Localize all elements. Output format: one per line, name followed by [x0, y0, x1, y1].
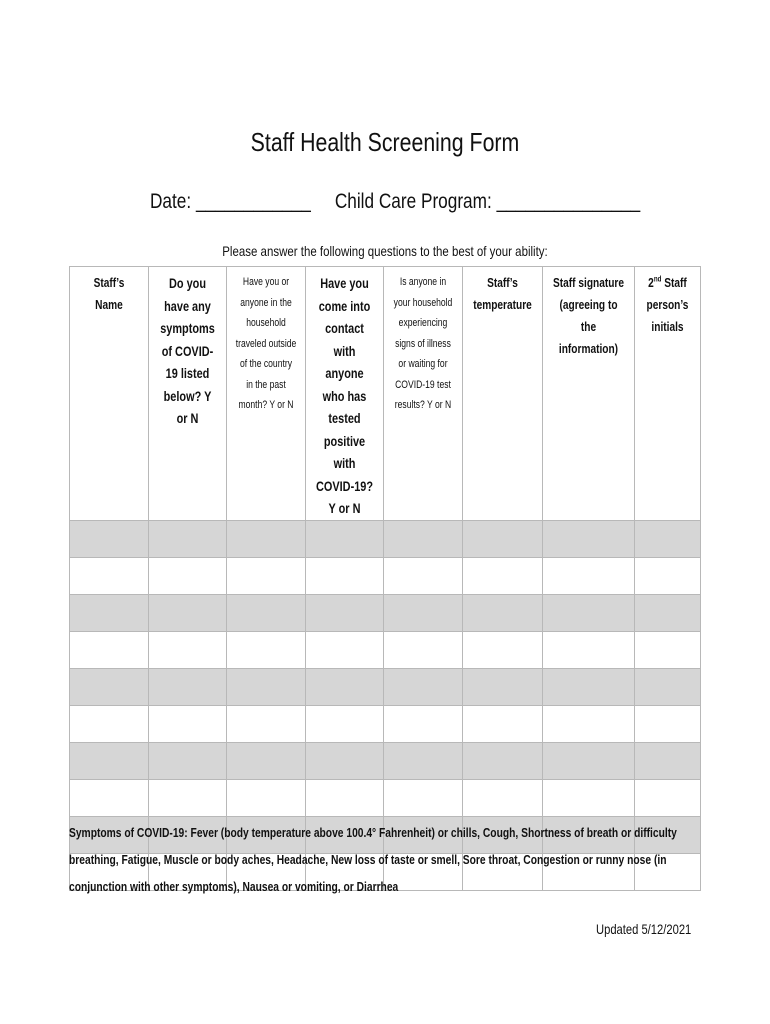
cell-temperature[interactable] [463, 779, 543, 816]
cell-contact[interactable] [306, 594, 384, 631]
updated-date: Updated 5/12/2021 [596, 921, 692, 937]
cell-initials[interactable] [635, 705, 701, 742]
cell-staff-name[interactable] [70, 668, 149, 705]
cell-symptoms[interactable] [149, 520, 227, 557]
cell-symptoms[interactable] [149, 631, 227, 668]
table-row [70, 557, 701, 594]
cell-initials[interactable] [635, 742, 701, 779]
col-header-symptoms: Do you have any symptoms of COVID-19 listed below? Y or N [149, 267, 227, 521]
cell-contact[interactable] [306, 705, 384, 742]
cell-signature[interactable] [543, 594, 635, 631]
col-header-contact: Have you come into contact with anyone who has tested positive with COVID-19? Y or N [306, 267, 384, 521]
cell-household-illness[interactable] [384, 631, 463, 668]
cell-signature[interactable] [543, 557, 635, 594]
program-label: Child Care Program: [334, 190, 492, 213]
cell-initials[interactable] [635, 520, 701, 557]
cell-temperature[interactable] [463, 668, 543, 705]
screening-table [69, 266, 701, 891]
cell-staff-name[interactable] [70, 705, 149, 742]
table-row [70, 594, 701, 631]
col-header-temperature: Staff’s temperature [463, 267, 543, 521]
cell-travel[interactable] [227, 705, 306, 742]
cell-symptoms[interactable] [149, 557, 227, 594]
cell-temperature[interactable] [463, 594, 543, 631]
cell-household-illness[interactable] [384, 779, 463, 816]
date-label: Date: [150, 190, 192, 213]
cell-initials[interactable] [635, 557, 701, 594]
cell-contact[interactable] [306, 520, 384, 557]
cell-contact[interactable] [306, 631, 384, 668]
table-row [70, 668, 701, 705]
table-row [70, 520, 701, 557]
date-field[interactable]: ____________ [195, 190, 311, 213]
cell-contact[interactable] [306, 742, 384, 779]
cell-staff-name[interactable] [70, 594, 149, 631]
table-row [70, 705, 701, 742]
date-program-line [150, 190, 640, 214]
cell-staff-name[interactable] [70, 742, 149, 779]
col-header-name: Staff’s Name [70, 267, 149, 521]
cell-household-illness[interactable] [384, 557, 463, 594]
cell-staff-name[interactable] [70, 557, 149, 594]
cell-contact[interactable] [306, 557, 384, 594]
cell-temperature[interactable] [463, 520, 543, 557]
col-header-signature: Staff signature (agreeing to the information) [543, 267, 635, 521]
symptoms-note: Symptoms of COVID-19: Fever (body temperature above 100.4° Fahrenheit) or chills, Cough, Shortness of breath or difficulty breathing, Fatigue, Muscle or body aches, Headache, New loss of taste or smell, Sore throat, Congestion or runny nose (in conjunction with other symptoms), Nausea or vomiting, or Diarrhea [69, 825, 677, 894]
cell-travel[interactable] [227, 742, 306, 779]
cell-symptoms[interactable] [149, 668, 227, 705]
instructions: Please answer the following questions to the best of your ability: [222, 243, 548, 259]
cell-signature[interactable] [543, 742, 635, 779]
cell-travel[interactable] [227, 631, 306, 668]
cell-symptoms[interactable] [149, 742, 227, 779]
cell-signature[interactable] [543, 520, 635, 557]
cell-household-illness[interactable] [384, 742, 463, 779]
cell-temperature[interactable] [463, 705, 543, 742]
cell-contact[interactable] [306, 779, 384, 816]
col-header-household-illness: Is anyone in your household experiencing signs of illness or waiting for COVID-19 test results? Y or N [384, 267, 463, 521]
cell-travel[interactable] [227, 557, 306, 594]
cell-signature[interactable] [543, 779, 635, 816]
cell-staff-name[interactable] [70, 779, 149, 816]
cell-symptoms[interactable] [149, 705, 227, 742]
cell-travel[interactable] [227, 520, 306, 557]
cell-temperature[interactable] [463, 631, 543, 668]
cell-contact[interactable] [306, 668, 384, 705]
col-header-initials: 2nd Staff person’s initials [635, 267, 701, 521]
cell-temperature[interactable] [463, 557, 543, 594]
table-row [70, 631, 701, 668]
col-header-travel: Have you or anyone in the household traveled outside of the country in the past month? Y or N [227, 267, 306, 521]
cell-travel[interactable] [227, 594, 306, 631]
header-row [70, 267, 701, 521]
cell-household-illness[interactable] [384, 668, 463, 705]
cell-temperature[interactable] [463, 742, 543, 779]
cell-initials[interactable] [635, 631, 701, 668]
cell-symptoms[interactable] [149, 594, 227, 631]
cell-initials[interactable] [635, 779, 701, 816]
cell-signature[interactable] [543, 631, 635, 668]
cell-household-illness[interactable] [384, 520, 463, 557]
cell-travel[interactable] [227, 779, 306, 816]
program-field[interactable]: _______________ [496, 190, 641, 213]
cell-household-illness[interactable] [384, 594, 463, 631]
table-row [70, 779, 701, 816]
cell-initials[interactable] [635, 594, 701, 631]
cell-signature[interactable] [543, 668, 635, 705]
cell-staff-name[interactable] [70, 631, 149, 668]
cell-household-illness[interactable] [384, 705, 463, 742]
cell-staff-name[interactable] [70, 520, 149, 557]
cell-initials[interactable] [635, 668, 701, 705]
cell-signature[interactable] [543, 705, 635, 742]
table-row [70, 742, 701, 779]
form-title: Staff Health Screening Form [250, 127, 520, 157]
cell-symptoms[interactable] [149, 779, 227, 816]
cell-travel[interactable] [227, 668, 306, 705]
